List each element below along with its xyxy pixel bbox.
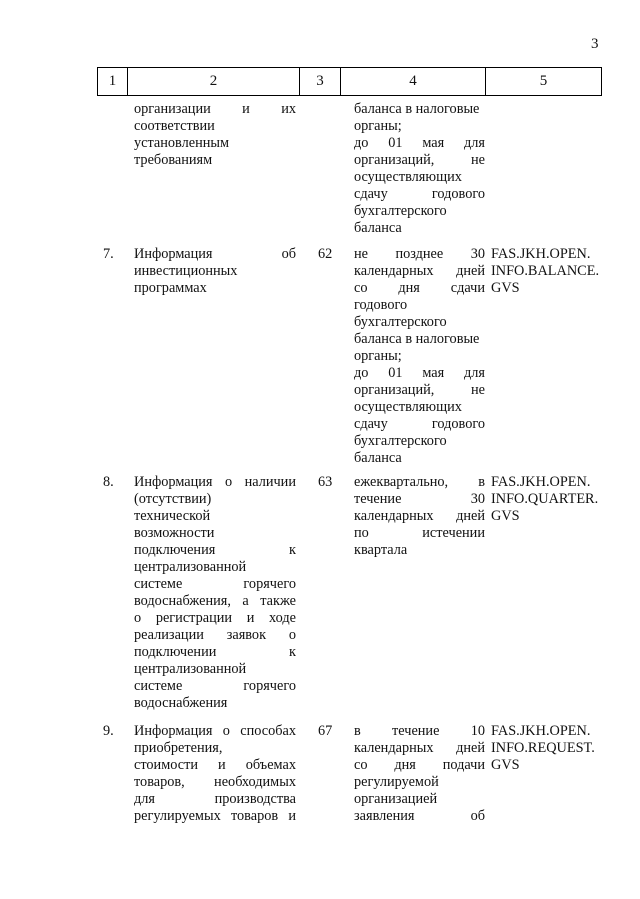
text-line: организаций, не <box>354 382 485 398</box>
text-line: реализации заявок о <box>134 627 296 643</box>
text-line: INFO.BALANCE. <box>491 263 600 279</box>
text-line: баланса в налоговые <box>354 101 480 117</box>
text-line: подключении к <box>134 644 296 660</box>
text-line: ежеквартально, в <box>354 474 485 490</box>
row7-col4 <box>354 246 485 467</box>
text-line: сдачу годового <box>354 186 485 202</box>
row-number: 9. <box>103 723 114 739</box>
text-line: организацией <box>354 791 438 807</box>
text-line: до 01 мая для <box>354 135 485 151</box>
text-line: FAS.JKH.OPEN. <box>491 474 591 490</box>
text-line: баланса <box>354 220 402 236</box>
text-line: требованиям <box>134 152 213 168</box>
text-line: по истечении <box>354 525 485 541</box>
text-line: органы; <box>354 348 402 364</box>
text-line: осуществляющих <box>354 169 462 185</box>
text-line: программах <box>134 280 207 296</box>
text-line: FAS.JKH.OPEN. <box>491 246 591 262</box>
text-line: водоснабжения <box>134 695 228 711</box>
text-line: водоснабжения, а также <box>134 593 296 609</box>
text-line: заявления об <box>354 808 485 824</box>
text-line: Информация о наличии <box>134 474 296 490</box>
text-line: стоимости и объемах <box>134 757 296 773</box>
text-line: FAS.JKH.OPEN. <box>491 723 591 739</box>
page-number: 3 <box>591 36 599 52</box>
text-line: централизованной <box>134 661 247 677</box>
text-line: календарных дней <box>354 508 485 524</box>
text-line: квартала <box>354 542 408 558</box>
text-line: возможности <box>134 525 215 541</box>
text-line: со дня подачи <box>354 757 485 773</box>
text-line: системе горячего <box>134 678 296 694</box>
header-col-1: 1 <box>98 68 128 95</box>
text-line: регулируемой <box>354 774 439 790</box>
header-col-4: 4 <box>341 68 486 95</box>
text-line: Информация об <box>134 246 296 262</box>
text-line: о регистрации и ходе <box>134 610 296 626</box>
row8-col2 <box>134 474 296 712</box>
text-line: баланса <box>354 450 402 466</box>
text-line: календарных дней <box>354 263 485 279</box>
text-line: до 01 мая для <box>354 365 485 381</box>
row9-col2 <box>134 723 296 825</box>
text-line: не позднее 30 <box>354 246 485 262</box>
text-line: осуществляющих <box>354 399 462 415</box>
text-line: INFO.REQUEST. <box>491 740 595 756</box>
row9-col3: 67 <box>318 723 333 739</box>
text-line: течение 30 <box>354 491 485 507</box>
text-line: Информация о способах <box>134 723 296 739</box>
text-line: организаций, не <box>354 152 485 168</box>
row7-col5 <box>491 246 601 297</box>
row7-col2 <box>134 246 296 297</box>
text-line: бухгалтерского <box>354 203 447 219</box>
text-line: бухгалтерского <box>354 314 447 330</box>
text-line: бухгалтерского <box>354 433 447 449</box>
continuation-col2 <box>134 101 296 169</box>
text-line: баланса в налоговые <box>354 331 480 347</box>
text-line: организации и их <box>134 101 296 117</box>
text-line: технической <box>134 508 211 524</box>
text-line: органы; <box>354 118 402 134</box>
text-line: регулируемых товаров и <box>134 808 296 824</box>
text-line: для производства <box>134 791 296 807</box>
text-line: календарных дней <box>354 740 485 756</box>
row7-col3: 62 <box>318 246 333 262</box>
header-col-5: 5 <box>539 73 548 89</box>
text-line: GVS <box>491 757 520 773</box>
text-line: GVS <box>491 280 520 296</box>
row9-col4 <box>354 723 485 825</box>
row9-col5 <box>491 723 601 774</box>
text-line: INFO.QUARTER. <box>491 491 599 507</box>
row-number: 8. <box>103 474 114 490</box>
row8-col5 <box>491 474 601 525</box>
text-line: подключения к <box>134 542 296 558</box>
row8-col4 <box>354 474 485 559</box>
header-col-3: 3 <box>300 68 341 95</box>
header-col-2: 2 <box>128 68 300 95</box>
text-line: GVS <box>491 508 520 524</box>
text-line: сдачу годового <box>354 416 485 432</box>
text-line: приобретения, <box>134 740 223 756</box>
table-header <box>97 67 602 96</box>
row8-col3: 63 <box>318 474 333 490</box>
text-line: товаров, необходимых <box>134 774 296 790</box>
text-line: (отсутствии) <box>134 491 212 507</box>
text-line: в течение 10 <box>354 723 485 739</box>
text-line: инвестиционных <box>134 263 238 279</box>
row-number: 7. <box>103 246 114 262</box>
text-line: установленным <box>134 135 230 151</box>
text-line: соответствии <box>134 118 215 134</box>
text-line: годового <box>354 297 408 313</box>
text-line: со дня сдачи <box>354 280 485 296</box>
text-line: системе горячего <box>134 576 296 592</box>
text-line: централизованной <box>134 559 247 575</box>
continuation-col4 <box>354 101 485 237</box>
